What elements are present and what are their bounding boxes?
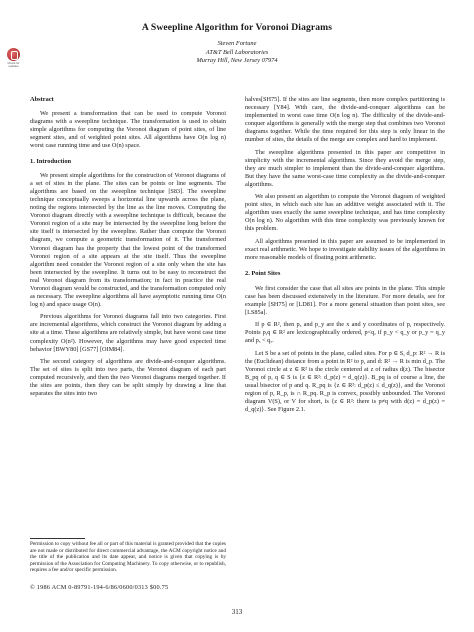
section-2-paragraph-2: If p ∈ R², then pₓ and p_y are the x and y coordinates of p, respectively. Points p,q ∈ R² are lexicographically ordered, p<q, if p_y < q_y or p_y = q_y and pₓ < qₓ.	[245, 321, 445, 345]
abstract-text: We present a transformation that can be used to compute Voronoi diagrams with a sweepline technique. The transformation is used to obtain simple algorithms for computing the Voronoi diagram of point sites, of line segment sites, and of weighted point sites. All algorithms have O(n log n) worst case running time and use O(n) space.	[30, 110, 226, 150]
intro-paragraph-2: Previous algorithms for Voronoi diagrams fall into two categories. First are incremental algorithms, which construct the Voronoi diagram by adding a site at a time. These algorithms are relatively simple, but have worst case time complexity O(n²). However, the algorithms may have good expected time behavior [BWY80] [GS77] [OIM84].	[30, 313, 226, 353]
right-paragraph-2: The sweepline algorithms presented in this paper are competitive in simplicity with the incremental algorithms. Since they avoid the merge step, they are much simpler to implement than the divide-and-conquer algorithms. But they have the same worst-case time complexity as the divide-and-conquer algorithms.	[245, 148, 445, 188]
badge-label: Check for updates	[7, 61, 20, 69]
author-affiliation: AT&T Bell Laboratories	[205, 48, 269, 56]
right-paragraph-3: We also present an algorithm to compute the Voronoi diagram of weighted point sites, in which each site has an additive weight associated with it. The algorithm uses exactly the same sweepline technique, and has time complexity O(n log n). No algorithm with this time complexity was previously known for this problem.	[245, 193, 445, 233]
left-column	[30, 96, 226, 398]
bookmark-icon	[7, 48, 20, 61]
abstract-heading: Abstract	[30, 96, 54, 103]
copyright-line: © 1986 ACM 0-89791-194-6/86/0600/0313 $00.75	[30, 584, 169, 591]
right-paragraph-4: All algorithms presented in this paper are assumed to be implemented in exact real arithmetic. We hope to investigate stability issues of the algorithms in more reasonable models of floating point arithmetic.	[245, 237, 445, 261]
permission-footnote: Permission to copy without fee all or part of this material is granted provided that the copies are not made or distributed for direct commercial advantage, the ACM copyright notice and the title of the publication and its date appear, and notice is given that copying is by permission of the Association for Computing Machinery. To copy otherwise, or to republish, requires a fee and/or specific permission.	[30, 541, 226, 574]
right-column	[245, 96, 445, 414]
intro-paragraph-1: We present simple algorithms for the construction of Voronoi diagrams of a set of sites in the plane. The sites can be points or line segments. The algorithms are based on the sweepline technique [S83]. The sweepline technique conceptually sweeps a horizontal line upwards across the plane, noting the regions intersected by the line as the line moves. Computing the Voronoi diagram directly with a sweepline technique is difficult, because the Voronoi region of a site may be intersected by the sweepline long before the site itself is intersected by the sweepline. Rather than compute the Voronoi diagram, we compute a geometric transformation of it. The transformed Voronoi diagram has the property that the lowest point of the transformed Voronoi region of a site appears at the site itself. Thus the sweepline algorithm need consider the Voronoi region of a site only when the site has been intersected by the sweepline. It turns out to be easy to reconstruct the real Voronoi diagram from its transformation; in fact in practice the real Voronoi diagram would be constructed, and the transformation computed only as necessary. The sweepline algorithms all have asymptotic running time O(n log n) and space usage O(n).	[30, 171, 226, 309]
section-2-paragraph-1: We first consider the case that all sites are points in the plane. This simple case has been discussed extensively in the literature. For more details, see for example [SH75] or [LD81]. For a more general situation than point sites, see [LS85a].	[245, 284, 445, 317]
author-name: Steven Fortune	[217, 40, 257, 47]
page-number: 313	[231, 608, 243, 616]
section-2-heading: 2. Point Sites	[245, 269, 281, 277]
author-block	[0, 40, 474, 69]
paper-title: A Sweepline Algorithm for Voronoi Diagrams	[141, 22, 333, 33]
intro-paragraph-3: The second category of algorithms are divide-and-conquer algorithms. The set of sites is split into two parts, the Voronoi diagram of each part computed recursively, and then the two Voronoi diagrams merged together. If the sites are points, then they can be split simply by drawing a line that separates the sites into two	[30, 357, 226, 398]
introduction-heading: 1. Introduction	[30, 157, 72, 165]
author-address: Murray Hill, New Jersey 07974	[196, 57, 278, 65]
section-2-paragraph-3: Let S be a set of points in the plane, called sites. For p ∈ S, d_p: R² → R is the (Euclidean) distance from a point in R² to p, and d: R² → R is min d_p. The Voronoi circle at z ∈ R² is the circle centered at z of radius d(z). The bisector B_pq of p, q ∈ S is {z ∈ R²: d_p(z) = d_q(z)}. B_pq is of course a line, the usual bisector of p and q. R_pq is {z ∈ R²: d_p(z) ≤ d_q(z)}, and the Voronoi region of p, R_p, is ∩ R_pq. R_p is convex, possibly unbounded. The Voronoi diagram V(S), or V for short, is {z ∈ R²: there is p≠q with d(z) = d_p(z) = d_q(z)}. See Figure 2.1.	[245, 349, 445, 414]
right-paragraph-1: halves[SH75]. If the sites are line segments, then more complex partitioning is necessary [Y84]. With care, the divide-and-conquer algorithms can be implemented in worst case time O(n log n). The difficulty of the divide-and-conquer algorithms is generally with the merge step that combines two Voronoi diagrams together. While the time required for this step is only linear in the number of sites, the details of the merge are complex and hard to implement.	[245, 96, 445, 144]
check-for-updates-badge[interactable]	[4, 48, 23, 72]
footnote-divider	[30, 538, 85, 539]
